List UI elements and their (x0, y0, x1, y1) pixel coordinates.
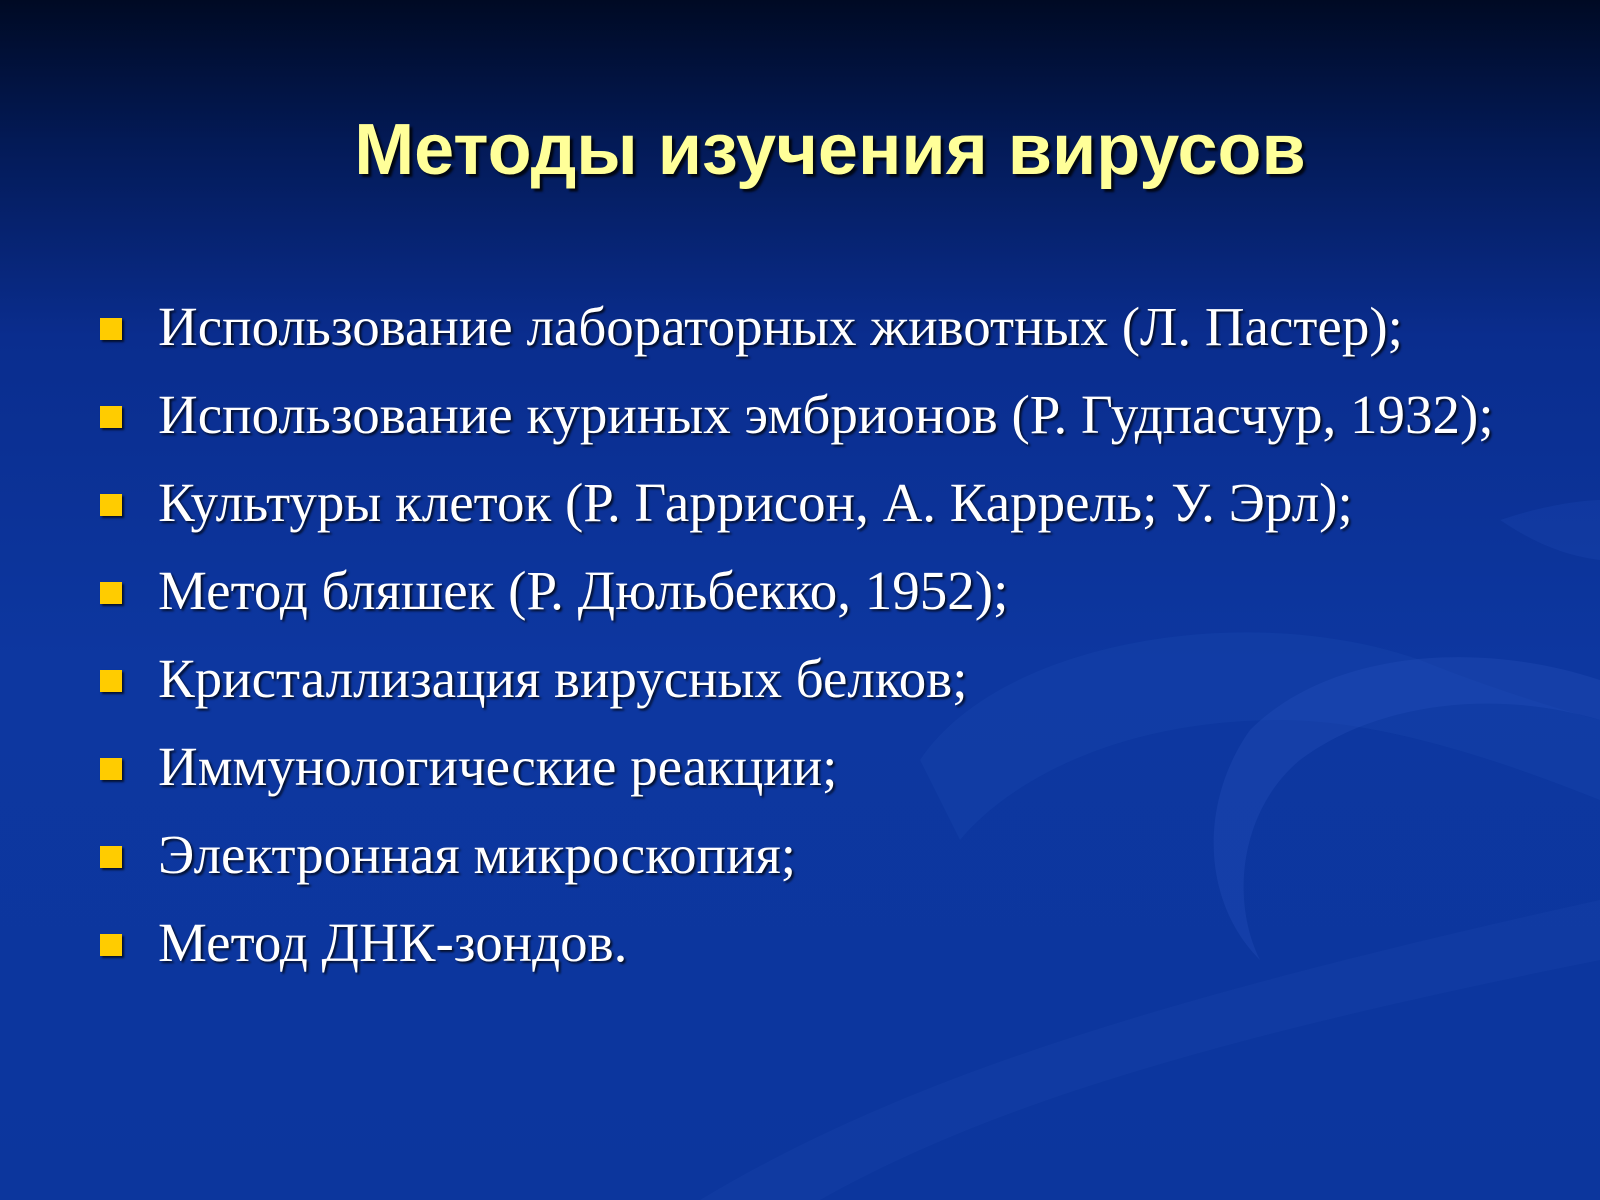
list-item-text: Культуры клеток (Р. Гаррисон, А. Каррель; У. Эрл); (158, 472, 1353, 533)
square-bullet-icon (100, 494, 122, 516)
square-bullet-icon (100, 758, 122, 780)
list-item-text: Кристаллизация вирусных белков; (158, 648, 968, 709)
list-item (100, 642, 1560, 716)
list-item (100, 290, 1560, 364)
list-item (100, 906, 1560, 980)
list-item-text: Метод ДНК-зондов. (158, 912, 628, 973)
list-item (100, 730, 1560, 804)
list-item (100, 378, 1560, 452)
list-item (100, 818, 1560, 892)
square-bullet-icon (100, 846, 122, 868)
list-item (100, 466, 1560, 540)
square-bullet-icon (100, 582, 122, 604)
slide-title: Методы изучения вирусов (354, 110, 1306, 190)
bullet-list (100, 290, 1560, 994)
list-item-text: Использование куриных эмбрионов (Р. Гудпасчур, 1932); (158, 384, 1494, 445)
square-bullet-icon (100, 670, 122, 692)
square-bullet-icon (100, 318, 122, 340)
square-bullet-icon (100, 934, 122, 956)
list-item-text: Иммунологические реакции; (158, 736, 838, 797)
list-item-text: Использование лабораторных животных (Л. Пастер); (158, 296, 1403, 357)
square-bullet-icon (100, 406, 122, 428)
list-item (100, 554, 1560, 628)
list-item-text: Электронная микроскопия; (158, 824, 797, 885)
list-item-text: Метод бляшек (Р. Дюльбекко, 1952); (158, 560, 1009, 621)
